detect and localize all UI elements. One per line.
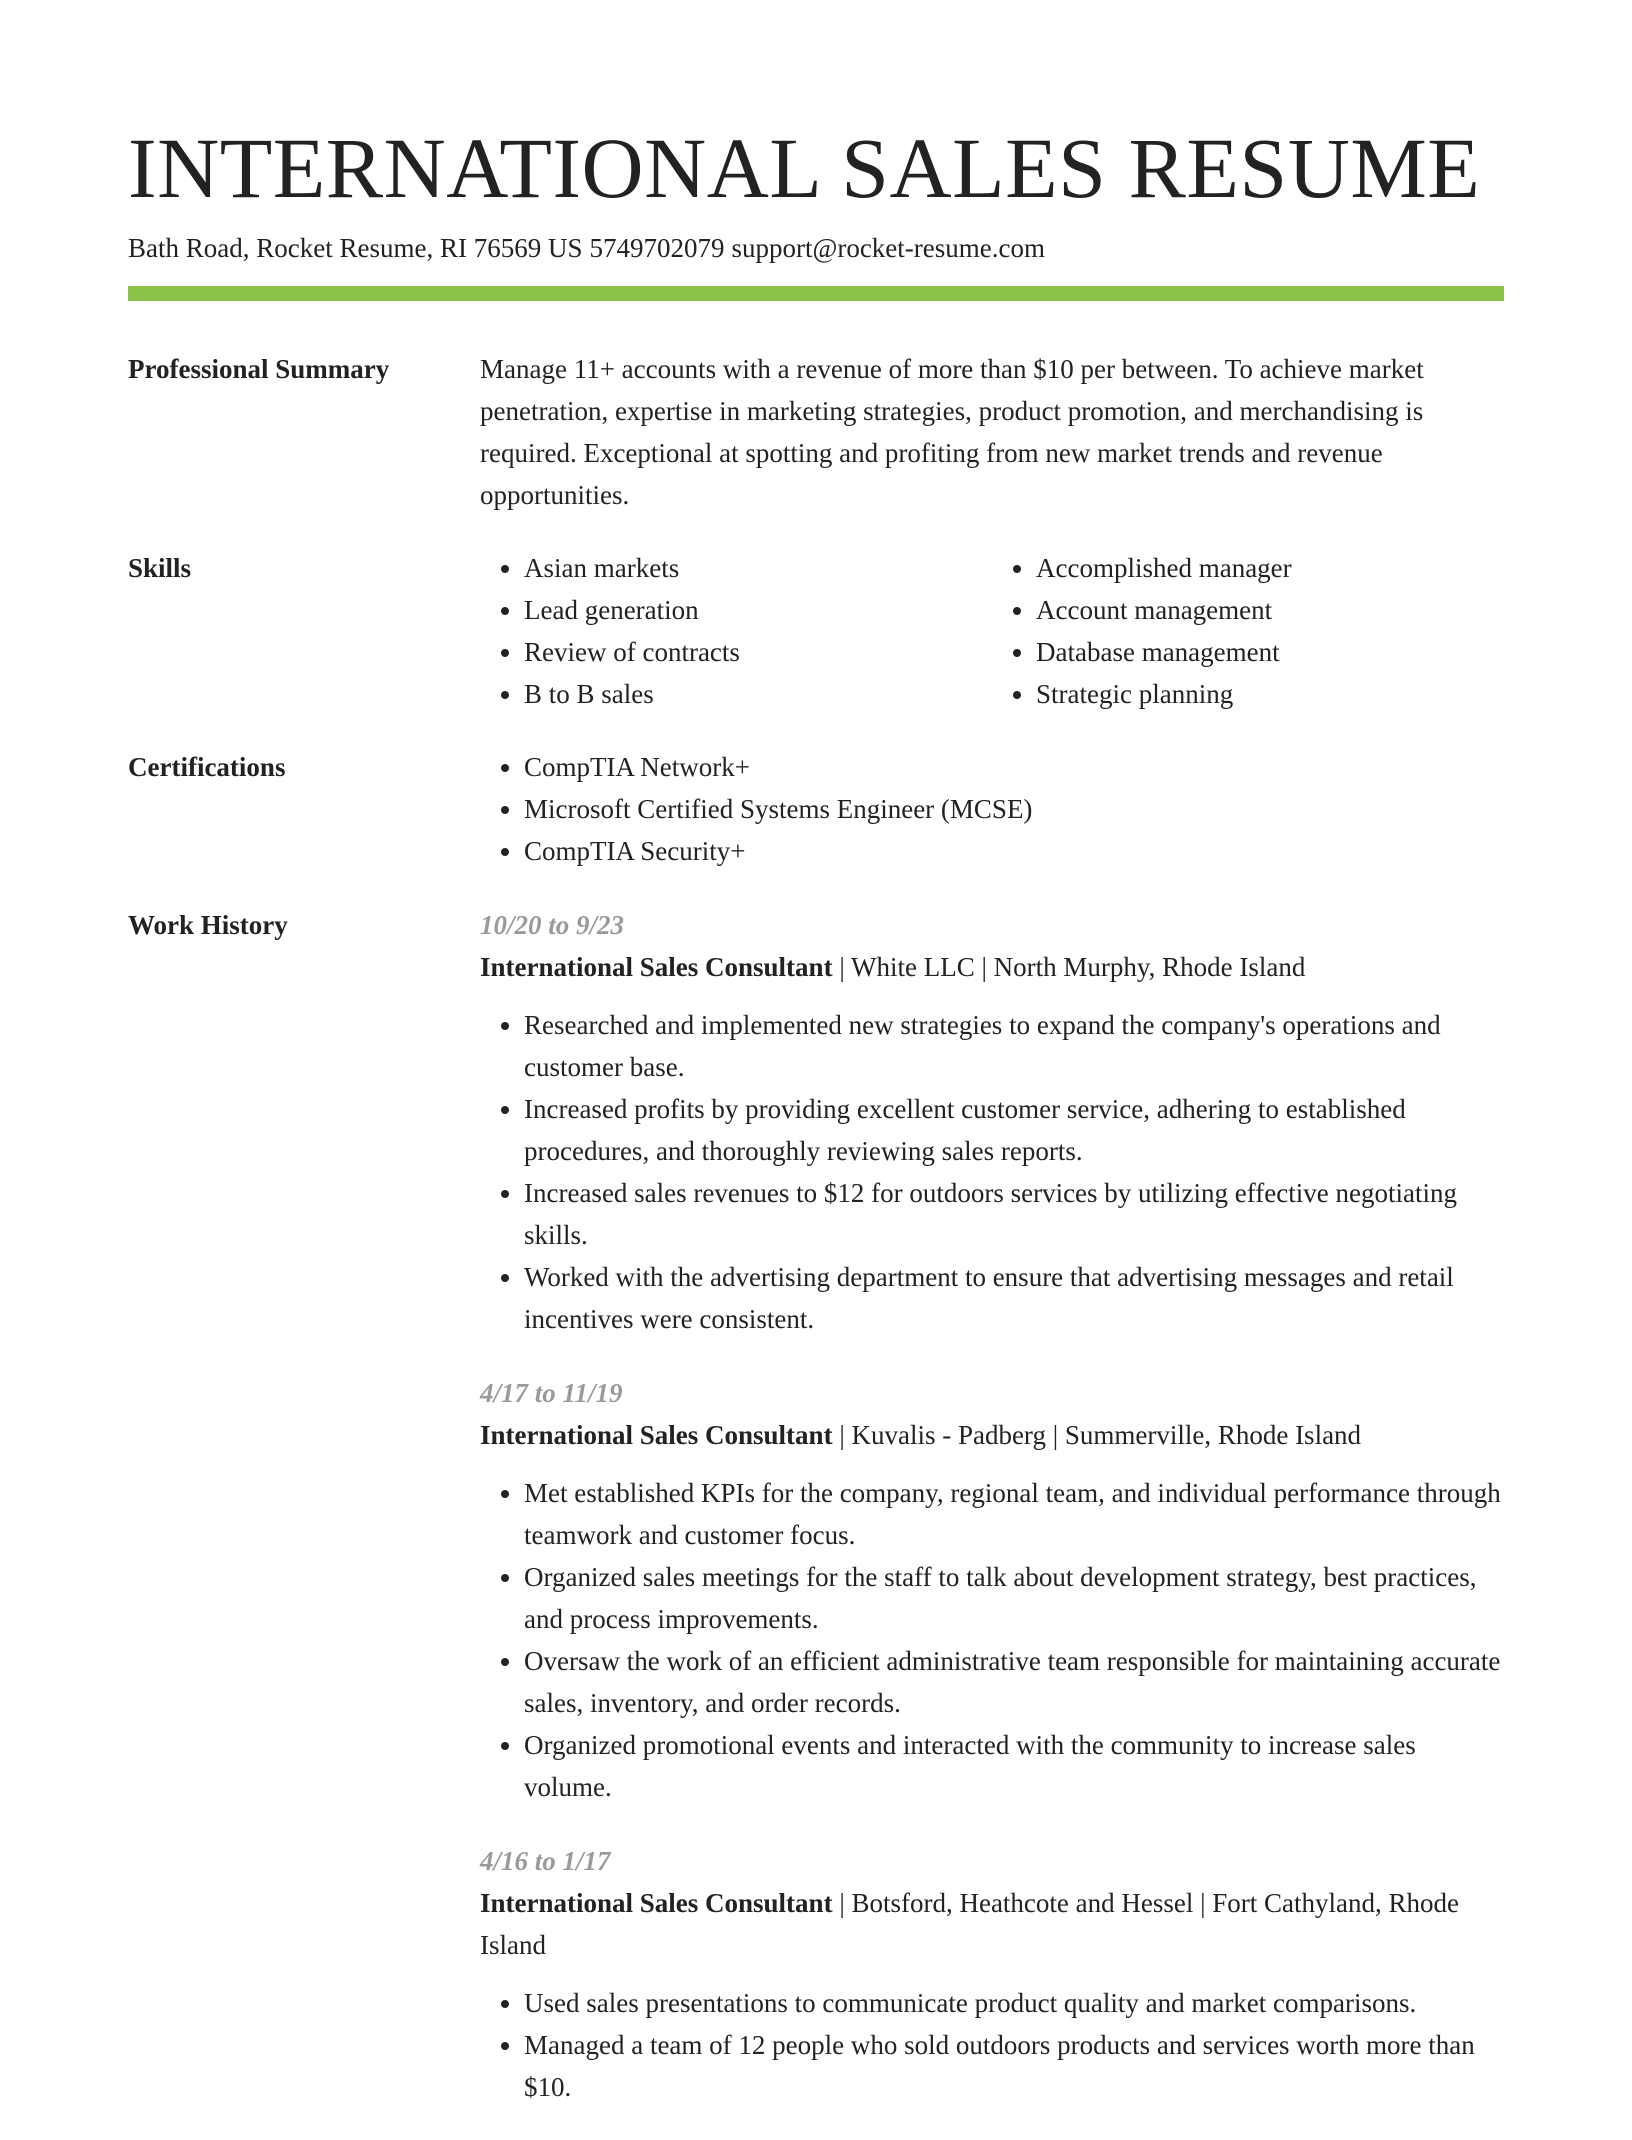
work-history-body	[480, 904, 1504, 2140]
skills-heading: Skills	[128, 553, 192, 583]
certification-item: • CompTIA Security+	[524, 830, 1504, 872]
job-entry	[480, 1840, 1504, 2108]
skill-item: • Asian markets	[524, 547, 992, 589]
certification-item: • CompTIA Network+	[524, 746, 1504, 788]
job-bullet: • Organized sales meetings for the staff to talk about development strategy, best practices, and process improvements.	[524, 1556, 1504, 1640]
job-bullet: • Organized promotional events and interacted with the community to increase sales volume.	[524, 1724, 1504, 1808]
skills-body	[480, 547, 1504, 715]
resume-title: INTERNATIONAL SALES RESUME	[128, 120, 1481, 216]
skill-item: • Database management	[1036, 631, 1504, 673]
summary-body	[480, 348, 1504, 516]
job-title: International Sales Consultant	[480, 952, 833, 982]
certifications-heading: Certifications	[128, 752, 286, 782]
job-details: Botsford, Heathcote and Hessel | Fort Cathyland, Rhode Island	[480, 1888, 1460, 1960]
summary-text: Manage 11+ accounts with a revenue of more than $10 per between. To achieve market penetration, expertise in marketing strategies, product promotion, and merchandising is required. Exceptional at spotting and profiting from new market trends and revenue opportunities.	[480, 354, 1424, 510]
job-bullets	[480, 1004, 1504, 1340]
skill-item: • Lead generation	[524, 589, 992, 631]
job-bullet: • Used sales presentations to communicate product quality and market comparisons.	[524, 1982, 1504, 2024]
job-heading: International Sales Consultant | White LLC | North Murphy, Rhode Island	[480, 952, 1306, 982]
skill-item: • Account management	[1036, 589, 1504, 631]
job-bullets	[480, 1982, 1504, 2108]
job-entry	[480, 904, 1504, 1340]
work-history-heading: Work History	[128, 910, 288, 940]
job-date: 4/17 to 11/19	[480, 1378, 623, 1408]
job-details: White LLC | North Murphy, Rhode Island	[850, 952, 1306, 982]
job-details: Kuvalis - Padberg | Summerville, Rhode Island	[851, 1420, 1362, 1450]
summary-heading: Professional Summary	[128, 354, 390, 384]
job-bullet: • Increased sales revenues to $12 for outdoors services by utilizing effective negotiating skills.	[524, 1172, 1504, 1256]
job-title: International Sales Consultant	[480, 1420, 833, 1450]
job-bullets	[480, 1472, 1504, 1808]
contact-email: support@rocket-resume.com	[731, 233, 1045, 263]
contact-address: Bath Road, Rocket Resume, RI 76569 US	[128, 233, 583, 263]
job-heading: International Sales Consultant | Kuvalis - Padberg | Summerville, Rhode Island	[480, 1420, 1362, 1450]
contact-line	[128, 230, 1045, 266]
header-divider	[128, 286, 1504, 301]
job-date: 4/16 to 1/17	[480, 1846, 611, 1876]
job-bullet: • Managed a team of 12 people who sold outdoors products and services worth more than $10.	[524, 2024, 1504, 2108]
job-date: 10/20 to 9/23	[480, 910, 625, 940]
skill-item: • Review of contracts	[524, 631, 992, 673]
job-title: International Sales Consultant	[480, 1888, 833, 1918]
contact-phone: 5749702079	[589, 233, 725, 263]
skills-columns	[480, 547, 1504, 715]
skill-item: • Strategic planning	[1036, 673, 1504, 715]
skill-item: • B to B sales	[524, 673, 992, 715]
certifications-list	[480, 746, 1504, 872]
job-bullet: • Increased profits by providing excellent customer service, adhering to established procedures, and thoroughly reviewing sales reports.	[524, 1088, 1504, 1172]
job-bullet: • Researched and implemented new strategies to expand the company's operations and customer base.	[524, 1004, 1504, 1088]
job-bullet: • Worked with the advertising department to ensure that advertising messages and retail incentives were consistent.	[524, 1256, 1504, 1340]
skill-item: • Accomplished manager	[1036, 547, 1504, 589]
skills-list-right	[992, 547, 1504, 715]
job-bullet: • Oversaw the work of an efficient administrative team responsible for maintaining accurate sales, inventory, and order records.	[524, 1640, 1504, 1724]
job-heading: International Sales Consultant | Botsford, Heathcote and Hessel | Fort Cathyland, Rhode Island	[480, 1888, 1460, 1960]
job-entry	[480, 1372, 1504, 1808]
skills-list-left	[480, 547, 992, 715]
certifications-body	[480, 746, 1504, 872]
job-bullet: • Met established KPIs for the company, regional team, and individual performance through teamwork and customer focus.	[524, 1472, 1504, 1556]
certification-item: • Microsoft Certified Systems Engineer (MCSE)	[524, 788, 1504, 830]
